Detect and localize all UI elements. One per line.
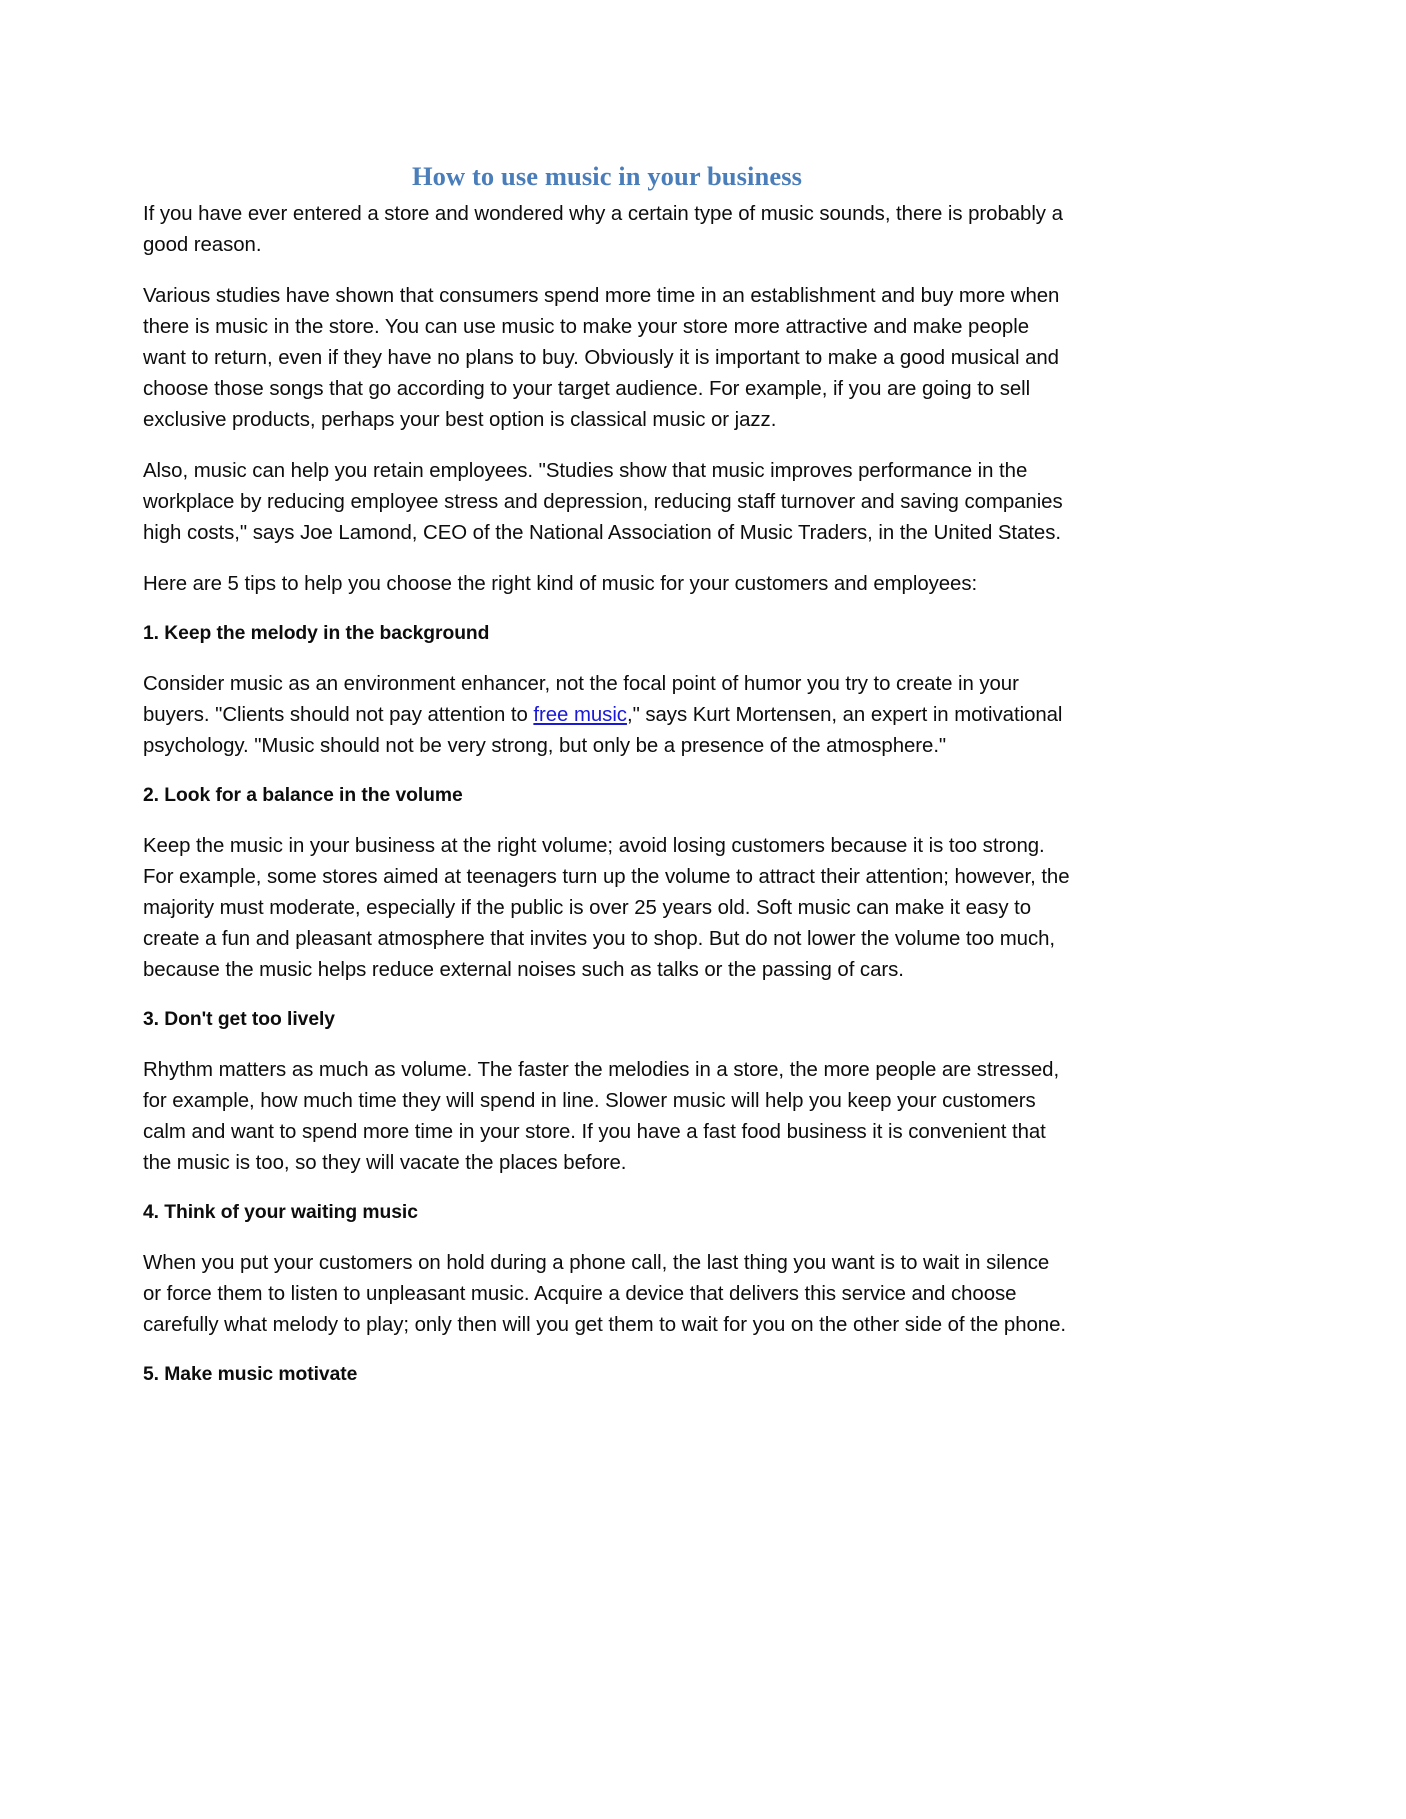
tip-3-paragraph: Rhythm matters as much as volume. The faster the melodies in a store, the more people are stressed, for example, how much time they will spend in line. Slower music will help you keep your customers calm and want to spend more time in your store. If you have a fast food business it is convenient that the music is too, so they will vacate the places before. <box>143 1059 1060 1175</box>
tip-1-paragraph <box>143 669 1071 762</box>
intro-paragraph: If you have ever entered a store and wondered why a certain type of music sounds, there is probably a good reason. <box>143 203 1063 257</box>
tip-1-heading: 1. Keep the melody in the background <box>143 623 490 645</box>
tip-2-heading: 2. Look for a balance in the volume <box>143 785 463 807</box>
free-music-link[interactable]: free music <box>533 704 627 727</box>
tip-2-paragraph: Keep the music in your business at the right volume; avoid losing customers because it is too strong. For example, some stores aimed at teenagers turn up the volume to attract their attention; however, the majority must moderate, especially if the public is over 25 years old. Soft music can make it easy to create a fun and pleasant atmosphere that invites you to shop. But do not lower the volume too much, because the music helps reduce external noises such as talks or the passing of cars. <box>143 835 1070 982</box>
studies-paragraph: Various studies have shown that consumers spend more time in an establishment and buy more when there is music in the store. You can use music to make your store more attractive and make people want to return, even if they have no plans to buy. Obviously it is important to make a good musical and choose those songs that go according to your target audience. For example, if you are going to sell exclusive products, perhaps your best option is classical music or jazz. <box>143 285 1060 432</box>
tip-1-text-before-link: Consider music as an environment enhancer, not the focal point of humor you try to create in your buyers. "Clients should not pay attention to <box>143 673 1019 727</box>
tip-5-heading: 5. Make music motivate <box>143 1364 358 1386</box>
document-body <box>143 160 1071 1410</box>
tip-4-heading: 4. Think of your waiting music <box>143 1202 418 1224</box>
tip-1-text-after-link: ," says Kurt Mortensen, an expert in motivational psychology. "Music should not be very strong, but only be a presence of the atmosphere." <box>143 704 1063 758</box>
tip-4-paragraph: When you put your customers on hold during a phone call, the last thing you want is to wait in silence or force them to listen to unpleasant music. Acquire a device that delivers this service and choose carefully what melody to play; only then will you get them to wait for you on the other side of the phone. <box>143 1252 1067 1337</box>
employees-paragraph: Also, music can help you retain employees. "Studies show that music improves performance in the workplace by reducing employee stress and depression, reducing staff turnover and saving companies high costs," says Joe Lamond, CEO of the National Association of Music Traders, in the United States. <box>143 460 1063 545</box>
tips-lead-paragraph: Here are 5 tips to help you choose the right kind of music for your customers and employees: <box>143 573 978 596</box>
tip-3-heading: 3. Don't get too lively <box>143 1009 335 1031</box>
page-title: How to use music in your business <box>411 161 803 191</box>
